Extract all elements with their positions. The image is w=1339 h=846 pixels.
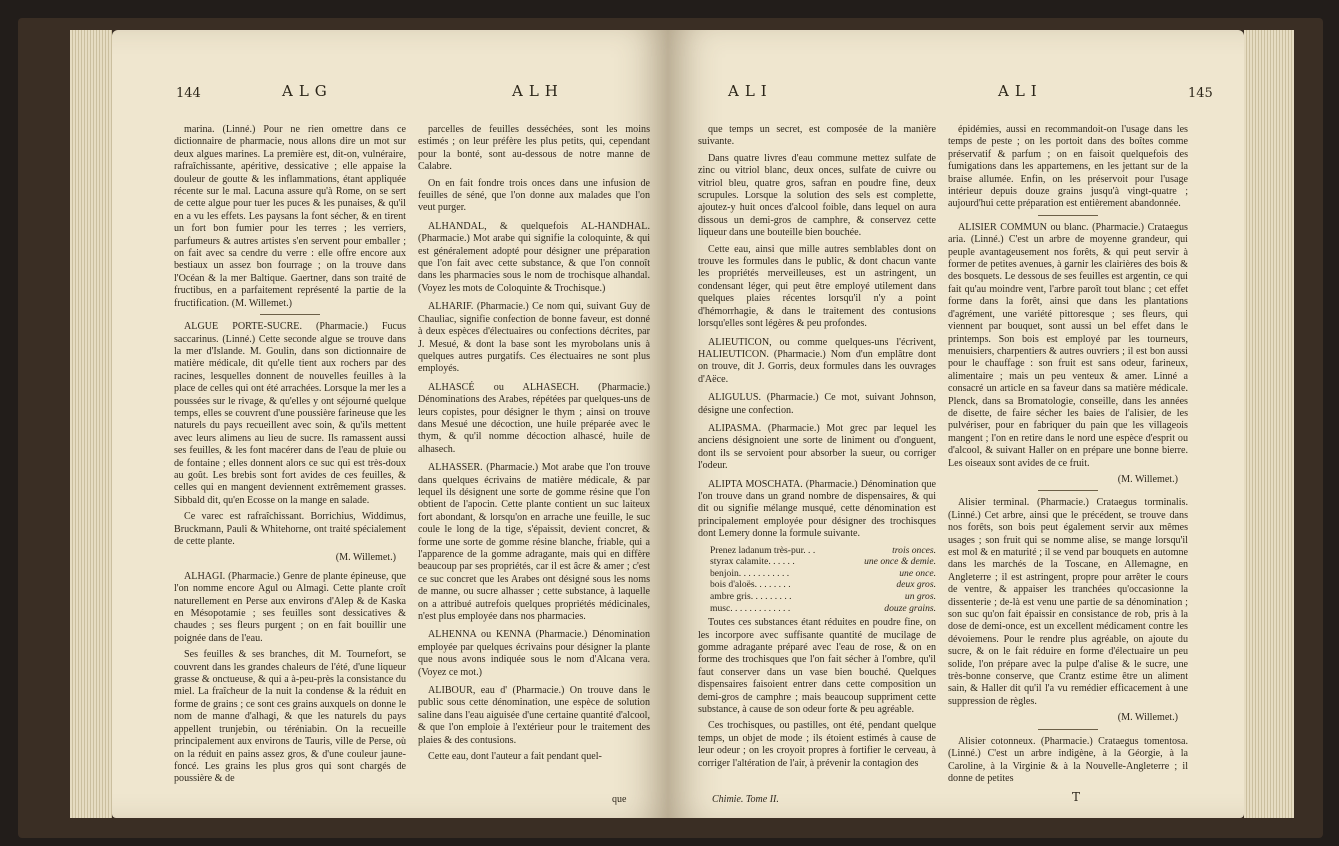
author-signature: (M. Willemet.) bbox=[335, 552, 396, 564]
recipe-line: Prenez ladanum très-pur. . . trois onces. bbox=[710, 544, 936, 556]
divider bbox=[260, 314, 320, 315]
paragraph: Dans quatre livres d'eau commune mettez sulfate de zinc ou vitriol blanc, deux onces, sulfate de cuivre ou vitriol bleu, quatre gros, safran en poudre fine, deux scrupules. Lorsque la solution des sels est complette, ajoutez-y huit onces d'alcool foible, dans lequel on aura dissous un demi-gros de camphre, & conservez cette liqueur dans une bouteille bien bouchée. bbox=[698, 152, 936, 239]
recipe-line: benjoin. . . . . . . . . . . une once. bbox=[710, 567, 936, 579]
entry-alisier-commun: ALISIER COMMUN ou blanc. (Pharmacie.) Crataegus aria. (Linné.) C'est un arbre de moyenne grandeur, qui peuple avantageusement nos forêts, & qui peut servir à former de petites avenues, à garnir les clairières des bois & des bosquets. Le dessous de ses feuilles est argentin, ce qui fait qu'au moindre vent, l'arbre paroît tout blanc ; cet effet forme dans la forêt, ainsi que dans les plantations d'agrément, une variété pittoresque ; ses fleurs, qui viennent par bouquet, sont aussi un bel effet dans le printemps. Son bois est employé par les tourneurs, menuisiers, charpentiers & autres ouvriers ; il est bon aussi pour le chauffage : son fruit est sans odeur, farineux, alimentaire ; mais un peu venteux & amer. Linné a consacré un article en sa faveur dans sa matière médicale. Plenck, dans sa Bromatologie, conseille, dans les années de disette, de faire sécher les baies de l'alisier, de les pulvériser, pour en fabriquer du pain que les villageois mangent ; l'on en retire dans le nord une espèce d'esprit ou d'alcool, & suivant Haller on en prépare une bonne bierre. Les oiseaux sont avides de ce fruit. bbox=[948, 221, 1188, 469]
entry-alhagi: ALHAGI. (Pharmacie.) Genre de plante épineuse, que l'on nomme encore Agul ou Almagi. Cette plante croît naturellement en Perse aux environs d'Alep & de Kaska en Mésopotamie ; ses feuilles sont dessicatives & chaudes ; ses fleurs purgent ; on en fait bouillir une poignée dans de l'eau. bbox=[174, 570, 406, 644]
page-edges-left bbox=[70, 30, 112, 818]
entry-algue-porte-sucre: ALGUE PORTE-SUCRE. (Pharmacie.) Fucus saccarinus. (Linné.) Cette seconde algue se trouve dans la mer d'Islande. M. Goulin, dans son dictionnaire de matière médicale, dit qu'elle tient aux rochers par des racines, lesquelles donnent de nouvelles feuilles à la place de celles qui ont été arrachées. Lorsque la mer les a poussées sur le rivage, & qu'elles y ont séjourné quelque temps, elles se couvrent d'une poussière farineuse que les naturels du pays recueillent avec soin, & qu'ils mettent avec leurs alimens au lieu de sucre. Ils ramassent aussi ses feuilles, & les font macérer dans de l'eau de pluie ou de fontaine ; elles donnent alors ce suc qui est très-doux au goût. Les brebis sont fort avides de ces feuilles, & celles qui en mangent deviennent extrêmement grasses. Sibbald dit, qu'en Ecosse on la mange en salade. bbox=[174, 321, 406, 506]
running-head-left: ALG bbox=[282, 82, 333, 100]
author-signature: (M. Willemet.) bbox=[1117, 473, 1178, 485]
entry-alhasce: ALHASCÉ ou ALHASECH. (Pharmacie.) Dénominations des Arabes, répétées par quelques-uns de leurs copistes, pour désigner le thym ; ainsi on trouve dans Mesué une décoction, une huile préparée avec le thym, & qu'il nomme décoction alhascé, huile de alhasech. bbox=[418, 381, 650, 455]
paragraph: Ce varec est rafraîchissant. Borrichius, Widdimus, Bruckmann, Pauli & Whitehorne, ont traité spécialement de cette plante. bbox=[174, 511, 406, 547]
running-head-left: ALI bbox=[728, 82, 773, 100]
paragraph: Toutes ces substances étant réduites en poudre fine, on les incorpore avec suffisante quantité de mucilage de gomme adragante préparé avec l'eau de rose, & on en forme des trochisques que l'on fait sécher à l'ombre, qu'il faut conserver dans un vase bien bouché. Quelques dispensaires faisoient entrer dans cette composition un demi-gros de camphre ; mais beaucoup suppriment cette substance, à cause de son odeur forte & peu agréable. bbox=[698, 617, 936, 715]
left-page bbox=[112, 30, 668, 818]
running-head-right: ALH bbox=[512, 82, 564, 100]
entry-alisier-cotonneux: Alisier cotonneux. (Pharmacie.) Crataegus tomentosa. (Linné.) C'est un arbre indigène, à la Géorgie, à la Caroline, à la Virginie & à la Nouvelle-Angleterre ; il donne de petites bbox=[948, 735, 1188, 784]
recipe-line: ambre gris. . . . . . . . . un gros. bbox=[710, 590, 936, 602]
entry-alibour: ALIBOUR, eau d' (Pharmacie.) On trouve dans le public sous cette dénomination, une espèce de solution saline dans l'eau aiguisée d'une certaine quantité d'alcool, & que l'on emploie à l'extérieur pour le traitement des plaies & des contusions. bbox=[418, 685, 650, 746]
footer-volume: Chimie. Tome II. bbox=[712, 794, 779, 805]
entry-alhasser: ALHASSER. (Pharmacie.) Mot arabe que l'on trouve dans quelques écrivains de matière médicale, & par lequel ils désignent une sorte de gomme résine que l'on obtient de l'apocin. Cette plante contient un suc laiteux fort abondant, & lorsqu'on en arrache une feuille, le suc coule le long de la tige, s'épaissit, devient concret, & forme une sorte de gomme résine blanche, friable, qui a l'apparence de la gomme adragante, mais qui en diffère beaucoup par ses propriétés, car il est âcre & amer ; c'est ce suc concret que les Arabes ont désigné sous les noms de manne, ou sucre alhasser ; cette substance, à laquelle on a attribué autrefois quelques propriétés médicinales, n'est plus employée dans nos pharmacies. bbox=[418, 462, 650, 623]
paragraph: marina. (Linné.) Pour ne rien omettre dans ce dictionnaire de pharmacie, nous allons dire un mot sur deux algues marines. La première est, dit-on, vulnéraire, rafraîchissante, apéritive, dessicative ; elle appaise la douleur de goutte & les inflammations, étant appliquée récente sur le mal. Lacuna assure qu'à Rome, on se sert de cette algue pour tuer les puces & les punaises, & qu'il en a vu les effets. Les paysans la font sécher, & en tirent un fort bon fumier pour les terres ; les verriers, parfumeurs & autres artistes s'en servent pour emballer ; on fait avec sa cendre du verre : elle offre encore aux bestiaux un assez bon fourrage ; on la trouve dans l'Océan & la mer Baltique. Gaertner, dans son traité de fructibus, en a parfaitement représenté la partie de la fructification. (M. Willemet.) bbox=[174, 124, 406, 309]
catchword: que bbox=[612, 794, 627, 805]
right-column-1 bbox=[698, 124, 936, 774]
entry-alharif: ALHARIF. (Pharmacie.) Ce nom qui, suivant Guy de Chauliac, signifie confection de bonne faveur, est donné à deux espèces d'électuaires ou confections décrites, par J. Mesué, & dont la base sont les myrobolans unis à quelques autres purgatifs. Ces électuaires ne sont plus employés. bbox=[418, 301, 650, 375]
paragraph: que temps un secret, est composée de la manière suivante. bbox=[698, 124, 936, 148]
entry-alipasma: ALIPASMA. (Pharmacie.) Mot grec par lequel les anciens désignoient une sorte de liniment ou d'onguent, dont ils se servoient pour absorber la sueur, ou corriger l'odeur. bbox=[698, 422, 936, 472]
recipe-line: musc. . . . . . . . . . . . . douze grains. bbox=[710, 602, 936, 614]
recipe-line: bois d'aloës. . . . . . . . deux gros. bbox=[710, 579, 936, 591]
paragraph: parcelles de feuilles desséchées, sont les moins estimés ; on leur préfère les plus petits, qui, cependant pour la bonté, sont au-dessous de notre manne de Calabre. bbox=[418, 124, 650, 173]
divider bbox=[1038, 490, 1098, 491]
entry-alhenna: ALHENNA ou KENNA (Pharmacie.) Dénomination employée par quelques écrivains pour désigner la plante que nous avons indiquée sous le nom d'Alcana vera. (Voyez ce mot.) bbox=[418, 629, 650, 678]
paragraph: Cette eau, dont l'auteur a fait pendant quel- bbox=[428, 751, 602, 763]
entry-alisier-terminal: Alisier terminal. (Pharmacie.) Crataegus torminalis. (Linné.) Cet arbre, ainsi que le précédent, se trouve dans nos forêts, son bois peut également servir aux mêmes usages ; son fruit qui se nomme alise, se mange lorsqu'il est mol & en maturité ; il se vend par bouquets en automne dans les marchés de la Toscane, en Allemagne, en Angleterre ; il est astringent, propre pour arrêter le cours de ventre, & appaiser les tranchées qu'occasionne la dissenterie ; de-là est venu une partie de sa dénomination ; son suc qu'on fait épaissir en consistance de rob, pris à la dose de demi-once, est un excellent médicament contre les dévoiemens. Pour le rendre plus agréable, on ajoute du sucre, & on le fait réduire en forme d'électuaire un peu solide, l'on prépare avec la pulpe d'alise & le sucre, une très-bonne conserve, que Crantz estime être un aliment sain, & Haller dit qu'il l'a vu remédier efficacement à une suppression de règles. bbox=[948, 497, 1188, 707]
paragraph: Ces trochisques, ou pastilles, ont été, pendant quelque temps, un objet de mode ; ils étoient estimés à cause de leur odeur ; on les croyoit propres à fortifier le cerveau, à corriger l'altération de l'air, à prévenir la contagion des bbox=[698, 720, 936, 769]
page-number: 145 bbox=[1188, 86, 1213, 101]
right-column-2 bbox=[948, 124, 1188, 789]
signature-mark: T bbox=[1072, 790, 1081, 804]
paragraph: Ses feuilles & ses branches, dit M. Tournefort, se couvrent dans les grandes chaleurs de l'été, d'une liqueur grasse & onctueuse, & qui a à-peu-près la consistance du miel. La fraîcheur de la nuit la condense & la réduit en forme de grains ; ce sont ces grains auxquels on donne le nom de manne d'alhagi, & que les naturels du pays appellent trunjebin, ou téréniabin. On la recueille principalement aux environs de Tauris, ville de Perse, où on la réduit en pains assez gros, & d'une couleur jaune-foncé. Les grains les plus gros qui sont chargés de poussière & de bbox=[174, 649, 406, 785]
divider bbox=[1038, 215, 1098, 216]
paragraph: épidémies, aussi en recommandoit-on l'usage dans les temps de peste ; on les portoit dans des boîtes comme préservatif & parfum ; on en faisoit quelquefois des fumigations dans les appartemens, en les jettant sur de la braise allumée. Enfin, on les préservoit pour l'usage intérieur depuis douze grains jusqu'à vingt-quatre ; aujourd'hui cette préparation est entièrement abandonnée. bbox=[948, 124, 1188, 210]
entry-alieuticon: ALIEUTICON, ou comme quelques-uns l'écrivent, HALIEUTICON. (Pharmacie.) Nom d'un emplâtre dont on trouve, dit J. Gorris, deux formules dans les ouvrages d'Aëce. bbox=[698, 336, 936, 385]
right-page bbox=[668, 30, 1244, 818]
recipe-line: styrax calamite. . . . . . une once & demie. bbox=[710, 556, 936, 568]
left-column-1 bbox=[174, 124, 406, 790]
paragraph: On en fait fondre trois onces dans une infusion de feuilles de séné, que l'on donne aux malades que l'on veut purger. bbox=[418, 177, 650, 214]
entry-alhandal: ALHANDAL, & quelquefois AL-HANDHAL. (Pharmacie.) Mot arabe qui signifie la coloquinte, & qui est généralement adopté pour désigner une préparation que l'on fait avec cette substance, & que l'on connoît dans les pharmacies sous le nom de trochisque alhandal. (Voyez les mots de Coloquinte & Trochisque.) bbox=[418, 220, 650, 294]
author-signature: (M. Willemet.) bbox=[1117, 712, 1178, 724]
entry-alipta-moschata: ALIPTA MOSCHATA. (Pharmacie.) Dénomination que l'on trouve dans un grand nombre de dispensaires, & qui dit ou signifie mélange musqué, cette dénomination est principalement employée pour désigner des trochisques dont Lemery donne la formule suivante. bbox=[698, 478, 936, 540]
page-edges-right bbox=[1244, 30, 1294, 818]
recipe-list bbox=[710, 545, 936, 615]
left-column-2 bbox=[418, 124, 650, 768]
entry-aligulus: ALIGULUS. (Pharmacie.) Ce mot, suivant Johnson, désigne une confection. bbox=[698, 392, 936, 416]
divider bbox=[1038, 729, 1098, 730]
paragraph: Cette eau, ainsi que mille autres semblables dont on trouve les formules dans le public, & dont chacun vante les propriétés merveilleuses, est un astringent, un condensant léger, qui peut être employé utilement dans quelques plaies récentes lorsqu'il n'y a point d'hémorrhagie, & dans le traitement des contusions lorsqu'elles sont légères & peu profondes. bbox=[698, 243, 936, 330]
page-number: 144 bbox=[176, 86, 201, 101]
running-head-right: ALI bbox=[998, 82, 1043, 100]
